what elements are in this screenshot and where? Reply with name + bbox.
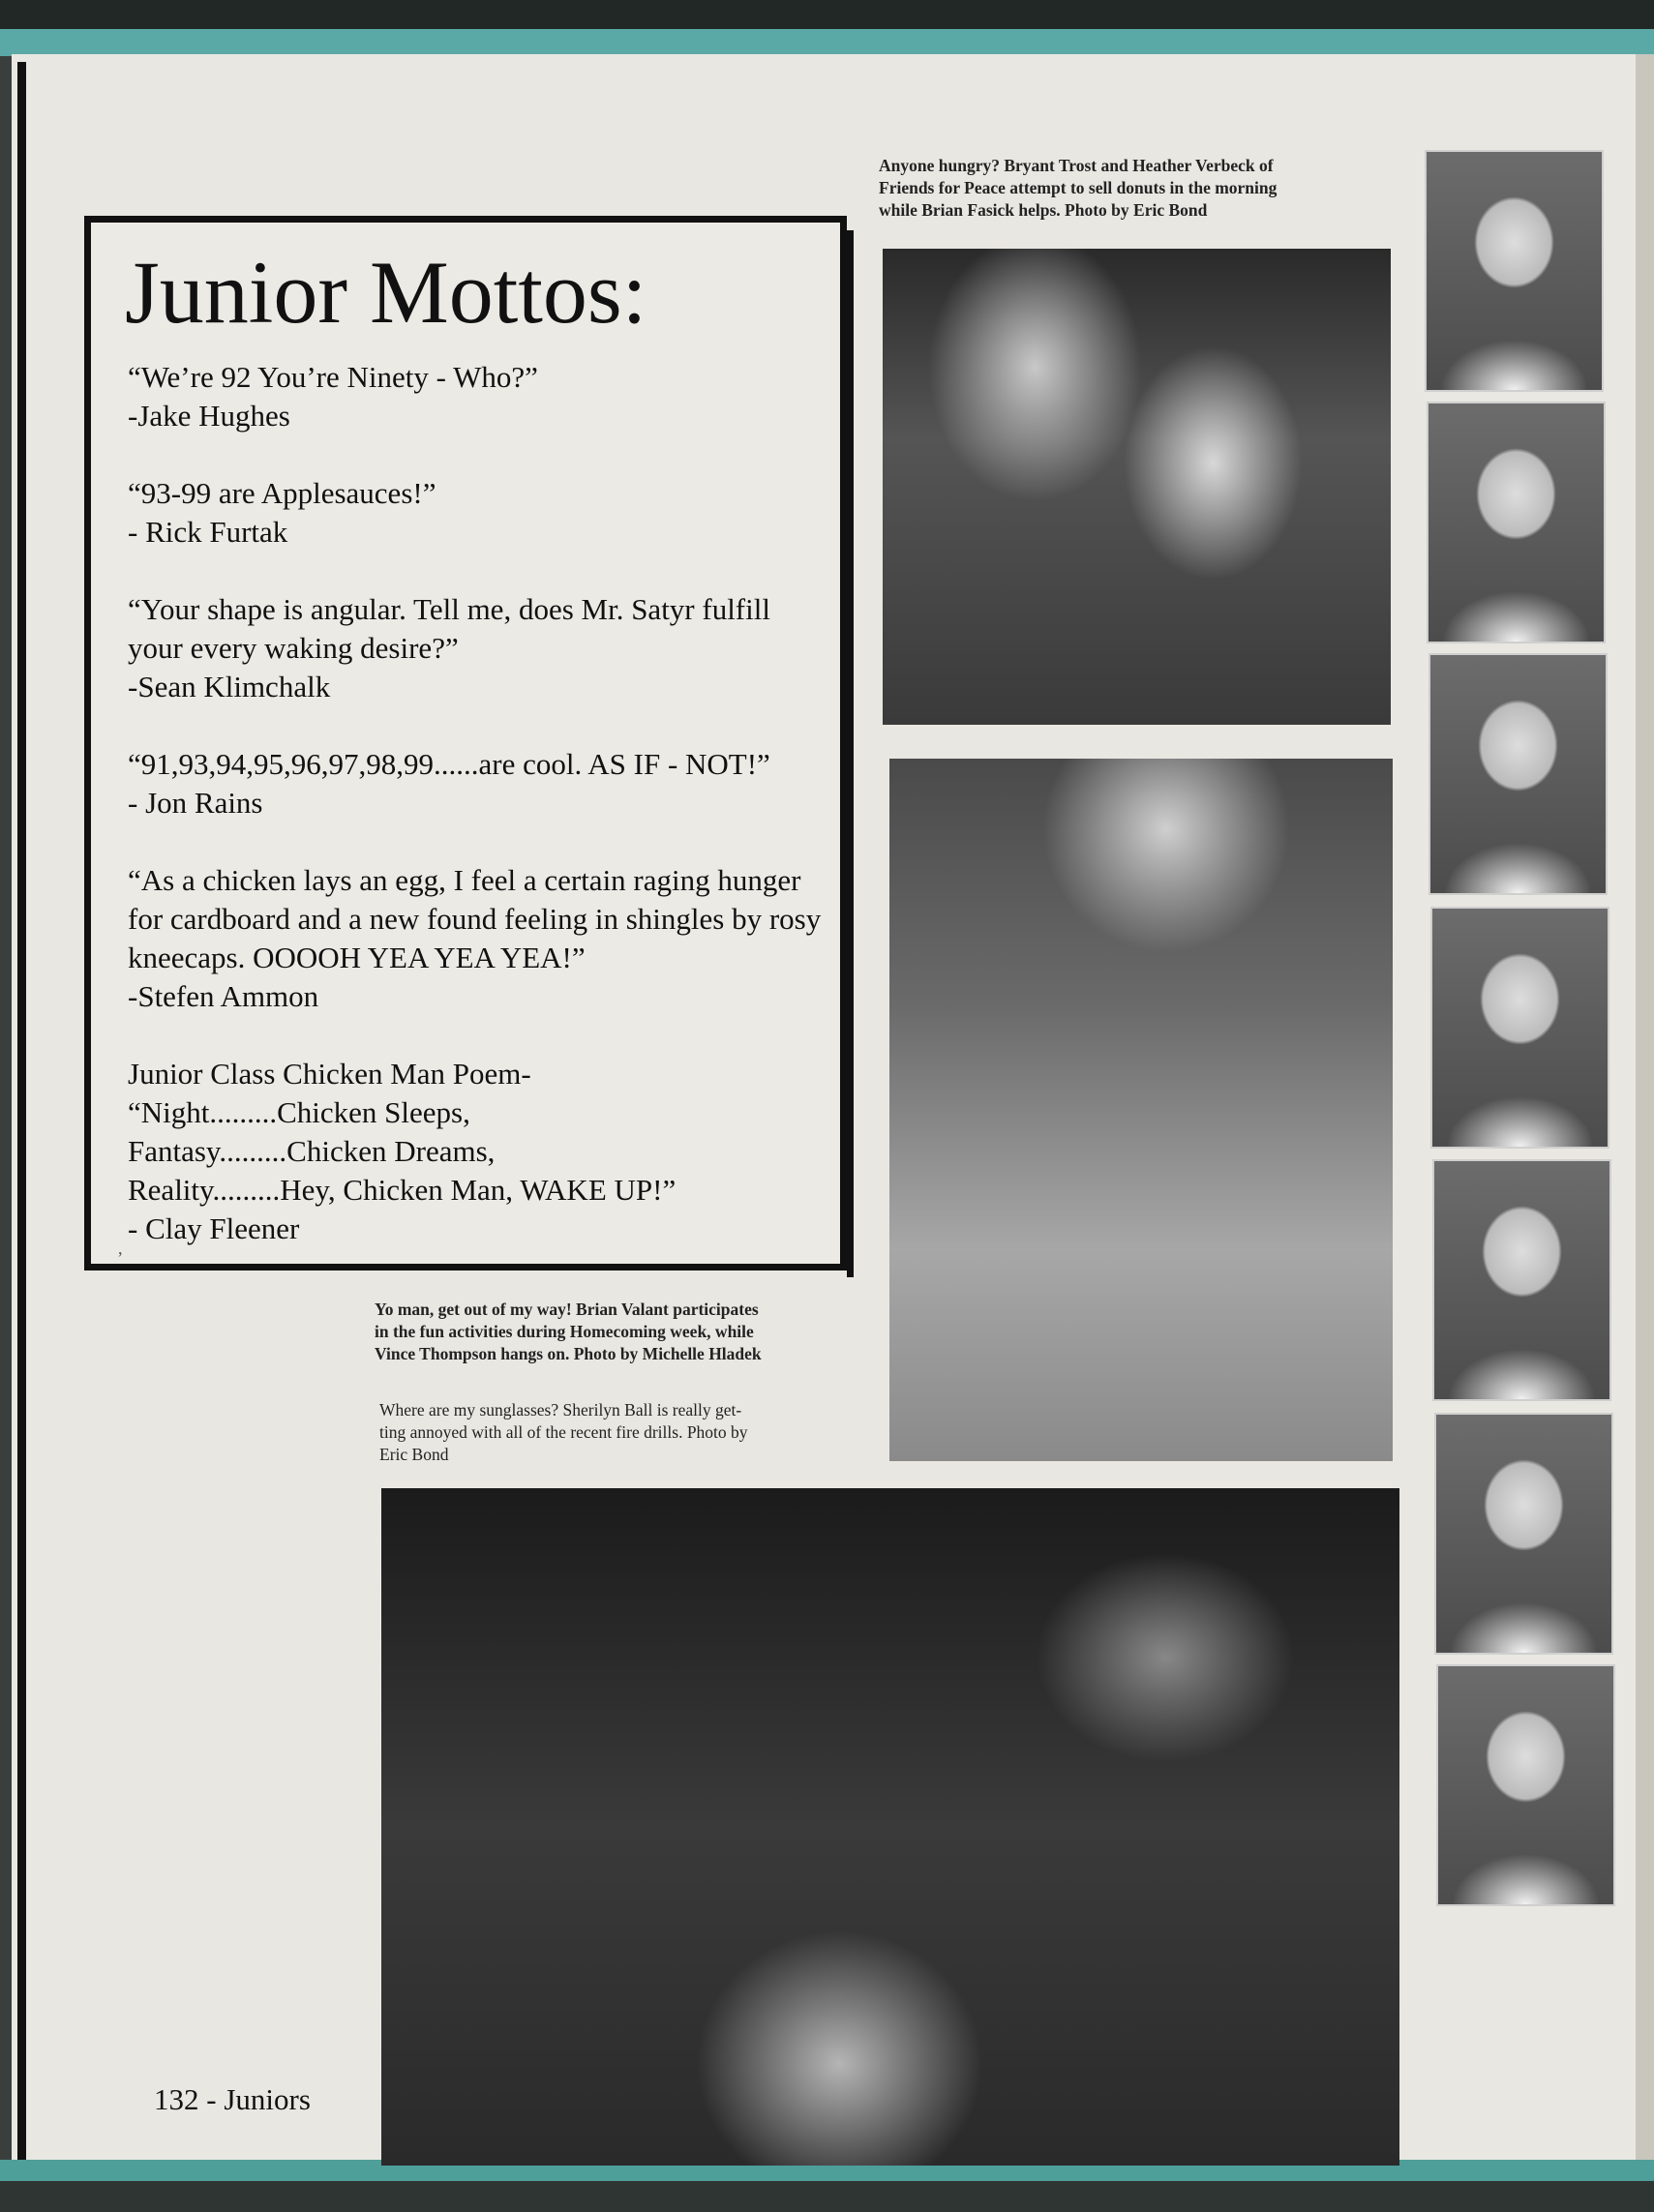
student-portrait <box>1430 907 1609 1149</box>
caption-line: Friends for Peace attempt to sell donuts in the morning <box>879 178 1278 197</box>
caption-line: Where are my sunglasses? Sherilyn Ball is really get- <box>379 1400 742 1420</box>
poem-heading: Junior Class Chicken Man Poem- <box>128 1057 531 1091</box>
motto-author: - Rick Furtak <box>128 515 288 549</box>
student-portrait <box>1436 1664 1615 1906</box>
page-number: 132 - Juniors <box>154 2082 311 2116</box>
page-spine <box>17 62 26 2162</box>
motto-line: for cardboard and a new found feeling in shingles by rosy <box>128 902 822 936</box>
photo-donut-sale <box>883 249 1391 725</box>
student-portrait <box>1428 653 1608 895</box>
motto-line: “As a chicken lays an egg, I feel a certain raging hunger <box>128 863 801 897</box>
motto-author: - Jon Rains <box>128 786 263 820</box>
motto-author: -Sean Klimchalk <box>128 670 331 703</box>
junior-mottos-box <box>84 216 847 1270</box>
poem-line: Reality.........Hey, Chicken Man, WAKE UP!” <box>128 1173 677 1207</box>
motto-author: -Stefen Ammon <box>128 979 319 1013</box>
page-edge <box>1636 54 1654 2164</box>
motto-line: kneecaps. OOOOH YEA YEA YEA!” <box>128 941 586 974</box>
poem-line: “Night.........Chicken Sleeps, <box>128 1095 470 1129</box>
photo-homecoming-activity <box>889 759 1393 1461</box>
caption-line: Yo man, get out of my way! Brian Valant participates <box>375 1300 759 1319</box>
top-border <box>0 0 1654 56</box>
mottos-title: Junior Mottos: <box>125 243 647 342</box>
student-portrait <box>1425 150 1604 392</box>
caption-line: Vince Thompson hangs on. Photo by Michelle Hladek <box>375 1344 762 1363</box>
poem-line: Fantasy.........Chicken Dreams, <box>128 1134 496 1168</box>
caption-line: while Brian Fasick helps. Photo by Eric Bond <box>879 200 1208 220</box>
bottom-border <box>0 2160 1654 2212</box>
stray-mark: , <box>118 1239 123 1258</box>
caption-line: Anyone hungry? Bryant Trost and Heather Verbeck of <box>879 156 1274 175</box>
motto-line: “93-99 are Applesauces!” <box>128 476 436 510</box>
photo-fire-drill <box>381 1488 1399 2166</box>
motto-line: “Your shape is angular. Tell me, does Mr. Satyr fulfill <box>128 592 770 626</box>
motto-author: - Clay Fleener <box>128 1211 300 1245</box>
motto-line: “We’re 92 You’re Ninety - Who?” <box>128 360 538 394</box>
student-portrait <box>1432 1159 1611 1401</box>
caption-line: Eric Bond <box>379 1445 449 1464</box>
student-portrait <box>1434 1413 1613 1655</box>
caption-line: ting annoyed with all of the recent fire drills. Photo by <box>379 1422 748 1442</box>
motto-author: -Jake Hughes <box>128 399 290 433</box>
student-portrait <box>1427 402 1606 643</box>
motto-line: your every waking desire?” <box>128 631 459 665</box>
motto-line: “91,93,94,95,96,97,98,99......are cool. AS IF - NOT!” <box>128 747 770 781</box>
caption-line: in the fun activities during Homecoming week, while <box>375 1322 754 1341</box>
